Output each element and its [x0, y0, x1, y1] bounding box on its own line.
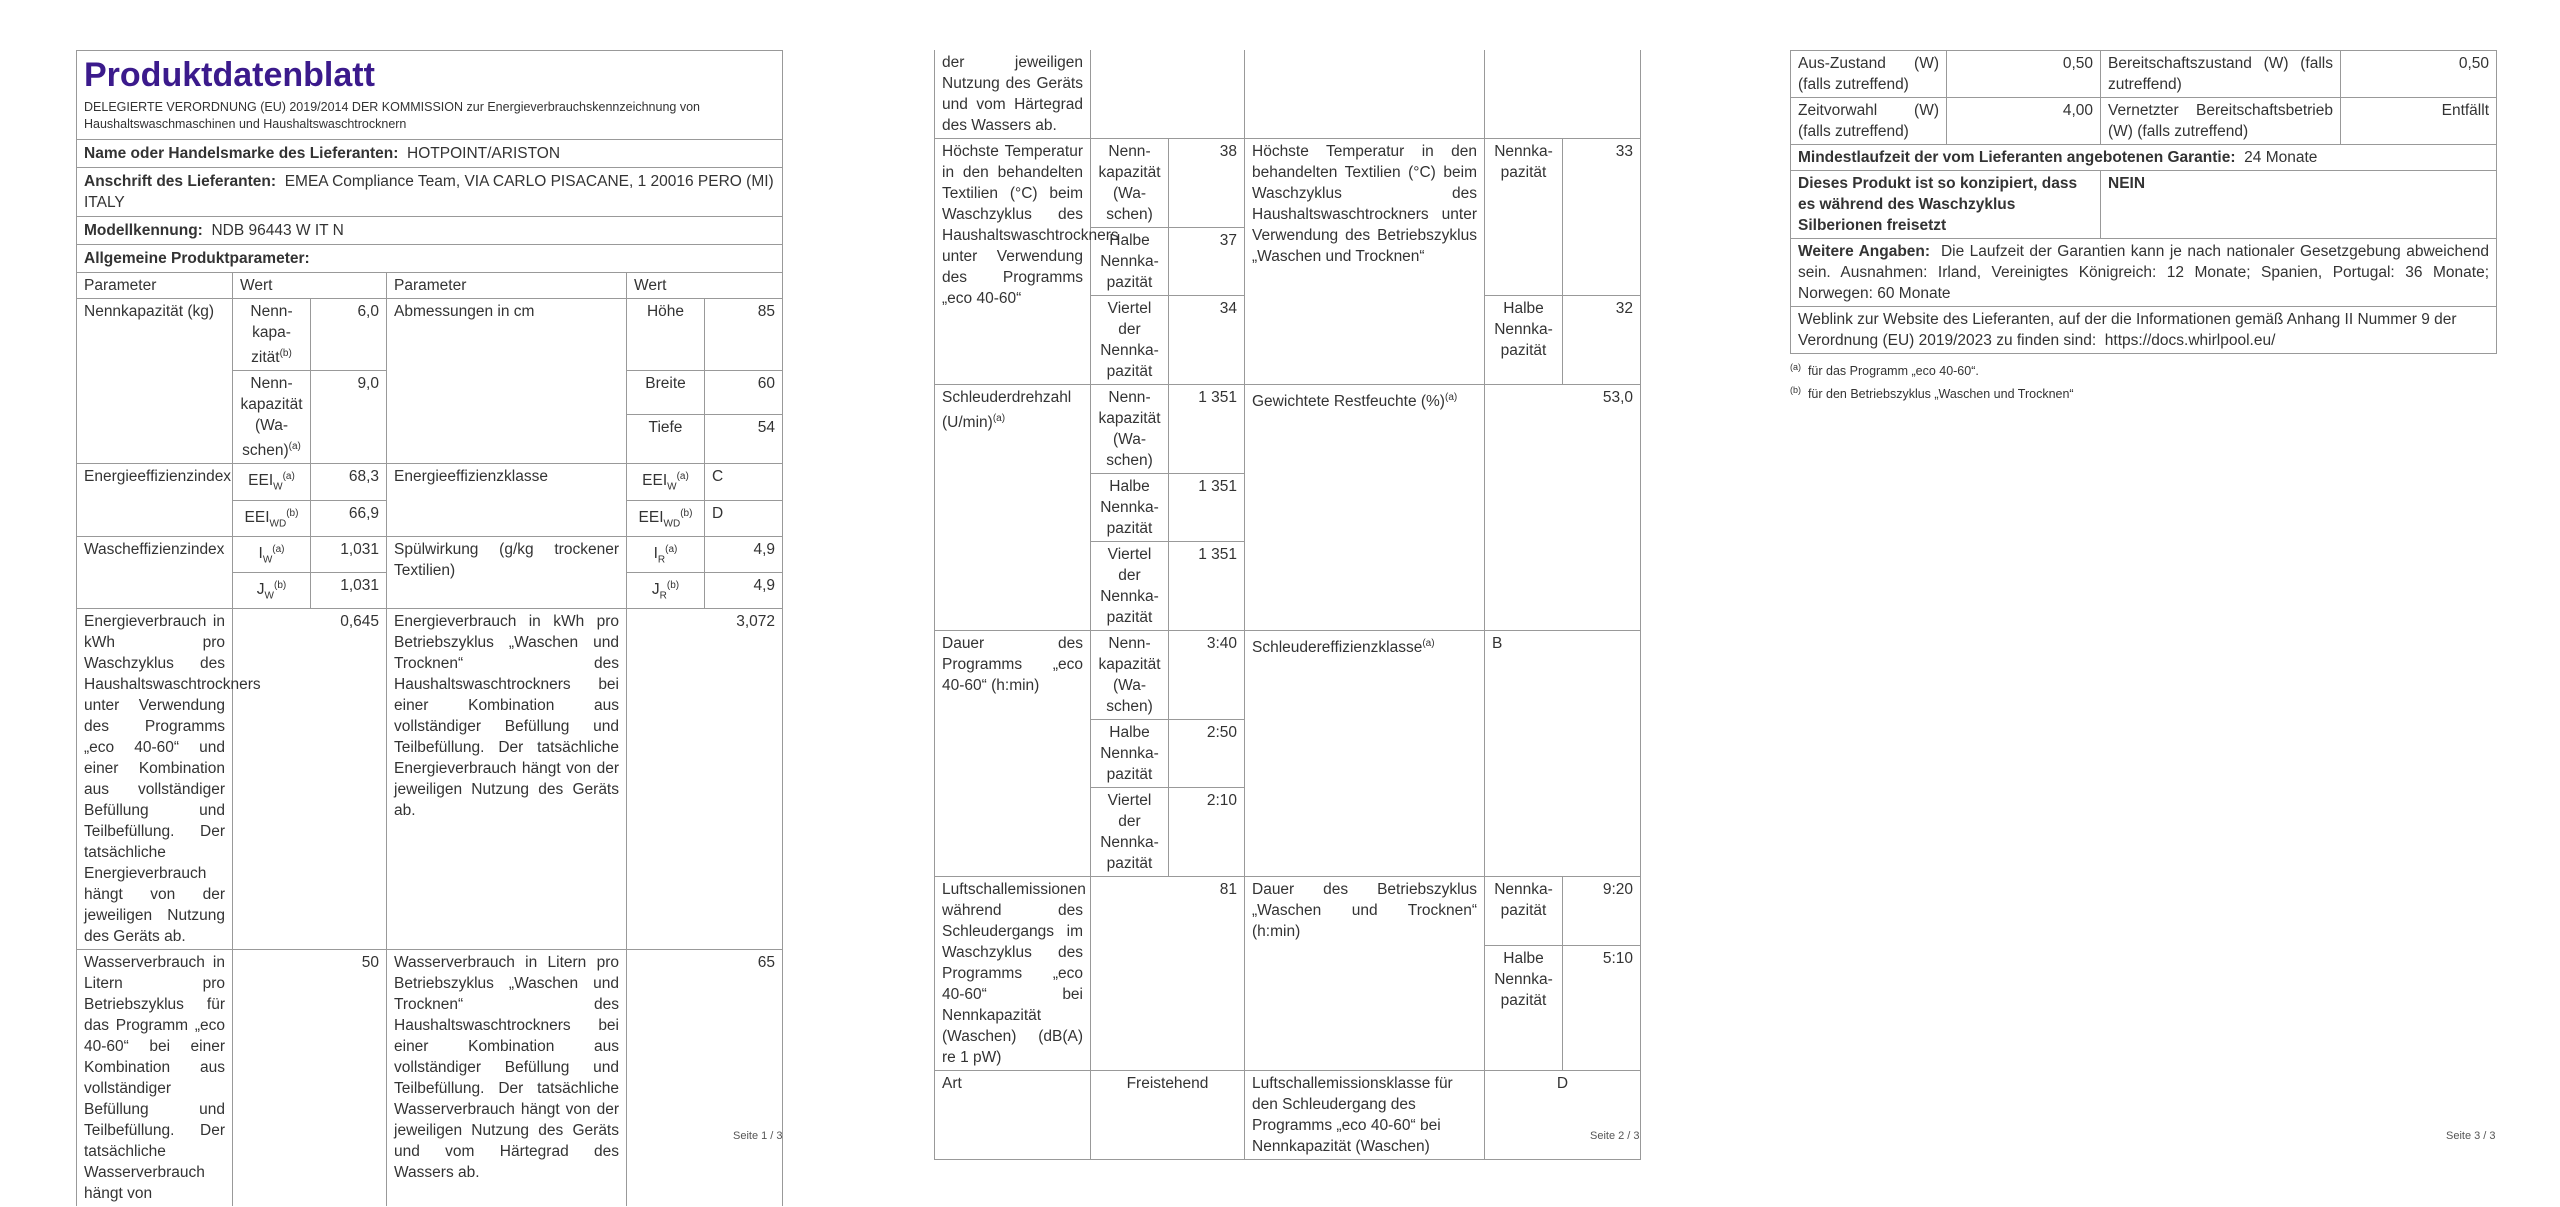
temp-wd-sub-value: 33	[1563, 139, 1641, 296]
temp-wash-sub-label: Nennkapazität (Waschen)	[1091, 139, 1169, 228]
duration-label: Dauer des Programms „eco 40-60“ (h:min)	[935, 631, 1091, 877]
page-1	[76, 50, 782, 1206]
capacity-a-value: 6,0	[311, 299, 387, 371]
eei-b-label: $EEI_{WD}^{(b)}$	[233, 500, 311, 536]
col-header-value: Wert	[233, 273, 387, 299]
model-value: NDB 96443 W IT N	[211, 222, 344, 239]
page-3	[1790, 50, 2496, 404]
type-label: Art	[935, 1071, 1091, 1160]
eclass-b-value: D	[705, 500, 783, 536]
general-params-heading: Allgemeine Produktparameter:	[77, 245, 783, 273]
additional-info-value: Die Laufzeit der Garantien kann je nach nationaler Gesetzgebung abweichend sein. Ausnahmen: Irland, Vereinigtes Königreich: 12 Monate; Spanien, Portugal: 36 Monate; Norwegen: 60 Monate	[1798, 243, 2489, 302]
temp-wd-sub-value: 32	[1563, 296, 1641, 385]
spin-sub-label: Viertel der Nennkapazität	[1091, 542, 1169, 631]
water-wd-value: 65	[627, 950, 783, 1207]
eclass-label: Energieeffizienzklasse	[387, 464, 627, 537]
width-value: 60	[705, 371, 783, 415]
guarantee-row: Mindestlaufzeit der vom Lieferanten angebotenen Garantie: 24 Monate	[1791, 145, 2497, 171]
spin-sub-value: 1 351	[1169, 542, 1245, 631]
rinse-b-value: 4,9	[705, 573, 783, 609]
temp-wd-sub-label: Nennkapazität	[1485, 139, 1563, 296]
address-row: Anschrift des Lieferanten: EMEA Compliance Team, VIA CARLO PISACANE, 1 20016 PERO (MI) ITALY	[77, 168, 783, 217]
eclass-a-label: $EEI_W^{(a)}$	[627, 464, 705, 500]
temp-wash-sub-value: 37	[1169, 228, 1245, 296]
water-wash-label: Wasserverbrauch in Litern pro Betriebszyklus für das Programm „eco 40-60“ bei einer Kombination aus vollständiger Befüllung und Teilbefüllung. Der tatsächliche Wasserverbrauch hängt von	[77, 950, 233, 1207]
temp-wash-sub-value: 38	[1169, 139, 1245, 228]
col-header-parameter: Parameter	[77, 273, 233, 299]
energy-wash-value: 0,645	[233, 609, 387, 950]
guarantee-value: 24 Monate	[2244, 149, 2318, 166]
duration-wd-label: Dauer des Betriebszyklus „Waschen und Trocknen“ (h:min)	[1245, 877, 1485, 1071]
capacity-label: Nennkapazität (kg)	[77, 299, 233, 464]
eei-label: Energieeffizienzindex	[77, 464, 233, 537]
standby-label: Bereitschaftszustand (W) (falls zutreffend)	[2101, 51, 2341, 98]
temp-wash-sub-value: 34	[1169, 296, 1245, 385]
temp-wash-sub-label: Halbe Nennkapazität	[1091, 228, 1169, 296]
networked-standby-label: Vernetzter Bereitschaftsbetrieb (W) (falls zutreffend)	[2101, 98, 2341, 145]
footnote: $^{(b)}$ für den Betriebszyklus „Waschen und Trocknen“	[1790, 385, 2074, 402]
supplier-weblink[interactable]: https://docs.whirlpool.eu/	[2104, 332, 2276, 349]
eclass-b-label: $EEI_{WD}^{(b)}$	[627, 500, 705, 536]
noise-class-label: Luftschallemissionsklasse für den Schleudergang des Programms „eco 40-60“ bei Nennkapazität (Waschen)	[1245, 1071, 1485, 1160]
footnotes	[1790, 358, 2496, 404]
page-number-3: Seite 3 / 3	[2446, 1130, 2496, 1142]
off-mode-label: Aus-Zustand (W) (falls zutreffend)	[1791, 51, 1947, 98]
delay-start-label: Zeitvorwahl (W) (falls zutreffend)	[1791, 98, 1947, 145]
duration-sub-value: 2:10	[1169, 788, 1245, 877]
datasheet-table-page-1	[76, 50, 783, 1206]
duration-sub-value: 2:50	[1169, 720, 1245, 788]
col-header-parameter: Parameter	[387, 273, 627, 299]
wash-a-value: 1,031	[311, 536, 387, 572]
depth-value: 54	[705, 415, 783, 464]
col-header-value: Wert	[627, 273, 783, 299]
duration-sub-label: Viertel der Nennkapazität	[1091, 788, 1169, 877]
rinse-b-label: $J_R^{(b)}$	[627, 573, 705, 609]
eei-a-value: 68,3	[311, 464, 387, 500]
energy-wash-label: Energieverbrauch in kWh pro Waschzyklus des Haushaltswaschtrockners unter Verwendung des Programms „eco 40-60“ und einer Kombination aus vollständiger Befüllung und Teilbefüllung. Der tatsächliche Energieverbrauch hängt von der jeweiligen Nutzung des Geräts ab.	[77, 609, 233, 950]
supplier-row: Name oder Handelsmarke des Lieferanten: HOTPOINT/ARISTON	[77, 140, 783, 168]
moisture-value: 53,0	[1485, 385, 1641, 631]
wash-b-value: 1,031	[311, 573, 387, 609]
noise-label: Luftschallemissionen während des Schleudergangs im Waschzyklus des Programms „eco 40-60“ bei Nennkapazität (Waschen) (dB(A) re 1 pW)	[935, 877, 1091, 1071]
duration-wd-sub-label: Nennkapazität	[1485, 877, 1563, 946]
noise-class-value: D	[1485, 1071, 1641, 1160]
temp-wash-label: Höchste Temperatur in den behandelten Textilien (°C) beim Waschzyklus des Haushaltswaschtrockners unter Verwendung des Programms „eco 40-60“	[935, 139, 1091, 385]
rinse-label: Spülwirkung (g/kg trockener Textilien)	[387, 536, 627, 609]
spin-sub-value: 1 351	[1169, 385, 1245, 474]
model-row: Modellkennung: NDB 96443 W IT N	[77, 217, 783, 245]
spin-label: Schleuderdrehzahl $(U/\min)^{(a)}$	[935, 385, 1091, 631]
spin-class-label: Schleudereffizienzklasse$^{(a)}$	[1245, 631, 1485, 877]
page-number-2: Seite 2 / 3	[1590, 1130, 1640, 1142]
duration-sub-label: Nennkapazität (Waschen)	[1091, 631, 1169, 720]
rinse-a-value: 4,9	[705, 536, 783, 572]
supplier-value: HOTPOINT/ARISTON	[407, 145, 561, 162]
eclass-a-value: C	[705, 464, 783, 500]
spin-class-value: B	[1485, 631, 1641, 877]
silver-ion-value: NEIN	[2101, 171, 2497, 239]
energy-wd-value: 3,072	[627, 609, 783, 950]
spin-sub-label: Halbe Nennkapazität	[1091, 474, 1169, 542]
additional-info-row: Weitere Angaben: Die Laufzeit der Garantien kann je nach nationaler Gesetzgebung abweichend sein. Ausnahmen: Irland, Vereinigtes Königreich: 12 Monate; Spanien, Portugal: 36 Monate; Norwegen: 60 Monate	[1791, 239, 2497, 307]
regulation-subtitle: DELEGIERTE VERORDNUNG (EU) 2019/2014 DER KOMMISSION zur Energieverbrauchskennzeichnung von Haushaltswaschmaschinen und Haushaltswaschtrocknern	[84, 100, 700, 131]
duration-wd-sub-value: 5:10	[1563, 946, 1641, 1071]
delay-start-value: 4,00	[1947, 98, 2101, 145]
wash-label: Wascheffizienzindex	[77, 536, 233, 609]
height-label: Höhe	[627, 299, 705, 371]
temp-wd-label: Höchste Temperatur in den behandelten Textilien (°C) beim Waschzyklus des Haushaltswaschtrockners unter Verwendung des Betriebszyklus „Waschen und Trocknen“	[1245, 139, 1485, 385]
silver-ion-label: Dieses Produkt ist so konzipiert, dass es während des Waschzyklus Silberionen freisetzt	[1791, 171, 2101, 239]
energy-wd-label: Energieverbrauch in kWh pro Betriebszyklus „Waschen und Trocknen“ des Haushaltswaschtrockners bei einer Kombination aus vollständiger Befüllung und Teilbefüllung. Der tatsächliche Energieverbrauch hängt von der jeweiligen Nutzung des Geräts ab.	[387, 609, 627, 950]
water-wash-label-continued: der jeweiligen Nutzung des Geräts und vom Härtegrad des Wassers ab.	[935, 50, 1091, 139]
moisture-label: Gewichtete Restfeuchte (%)$^{(a)}$	[1245, 385, 1485, 631]
type-value: Freistehend	[1091, 1071, 1245, 1160]
capacity-b-value: 9,0	[311, 371, 387, 464]
eei-b-value: 66,9	[311, 500, 387, 536]
eei-a-label: $EEI_W^{(a)}$	[233, 464, 311, 500]
off-mode-value: 0,50	[1947, 51, 2101, 98]
wash-b-label: $J_W^{(b)}$	[233, 573, 311, 609]
spin-sub-value: 1 351	[1169, 474, 1245, 542]
duration-wd-sub-label: Halbe Nennkapazität	[1485, 946, 1563, 1071]
capacity-a-label: Nennkapazität$^{(b)}$	[233, 299, 311, 371]
spin-sub-label: Nennkapazität (Waschen)	[1091, 385, 1169, 474]
page-2	[934, 50, 1640, 1160]
capacity-b-label: Nennkapazität (Waschen)$^{(a)}$	[233, 371, 311, 464]
datasheet-table-page-3	[1790, 50, 2497, 354]
height-value: 85	[705, 299, 783, 371]
width-label: Breite	[627, 371, 705, 415]
footnote: $^{(a)}$ für das Programm „eco 40-60“.	[1790, 362, 1979, 379]
dimensions-label: Abmessungen in cm	[387, 299, 627, 464]
temp-wd-sub-label: Halbe Nennkapazität	[1485, 296, 1563, 385]
duration-wd-sub-value: 9:20	[1563, 877, 1641, 946]
water-wd-label: Wasserverbrauch in Litern pro Betriebszyklus „Waschen und Trocknen“ des Haushaltswaschtrockners bei einer Kombination aus vollständiger Befüllung und Teilbefüllung. Der tatsächliche Wasserverbrauch hängt von der jeweiligen Nutzung des Geräts und vom Härtegrad des Wassers ab.	[387, 950, 627, 1207]
duration-sub-value: 3:40	[1169, 631, 1245, 720]
depth-label: Tiefe	[627, 415, 705, 464]
noise-value: 81	[1091, 877, 1245, 1071]
rinse-a-label: $I_R^{(a)}$	[627, 536, 705, 572]
water-wash-value: 50	[233, 950, 387, 1207]
temp-wash-sub-label: Viertel der Nennkapazität	[1091, 296, 1169, 385]
standby-value: 0,50	[2341, 51, 2497, 98]
page-title: Produktdatenblatt	[84, 56, 375, 94]
networked-standby-value: Entfällt	[2341, 98, 2497, 145]
address-value: EMEA Compliance Team, VIA CARLO PISACANE, 1 20016 PERO (MI) ITALY	[84, 173, 774, 211]
weblink-row: Weblink zur Website des Lieferanten, auf der die Informationen gemäß Anhang II Nummer 9 der Verordnung (EU) 2019/2023 zu finden sind: https://docs.whirlpool.eu/	[1791, 307, 2497, 354]
wash-a-label: $I_W^{(a)}$	[233, 536, 311, 572]
datasheet-table-page-2	[934, 50, 1641, 1160]
page-number-1: Seite 1 / 3	[733, 1130, 783, 1142]
duration-sub-label: Halbe Nennkapazität	[1091, 720, 1169, 788]
